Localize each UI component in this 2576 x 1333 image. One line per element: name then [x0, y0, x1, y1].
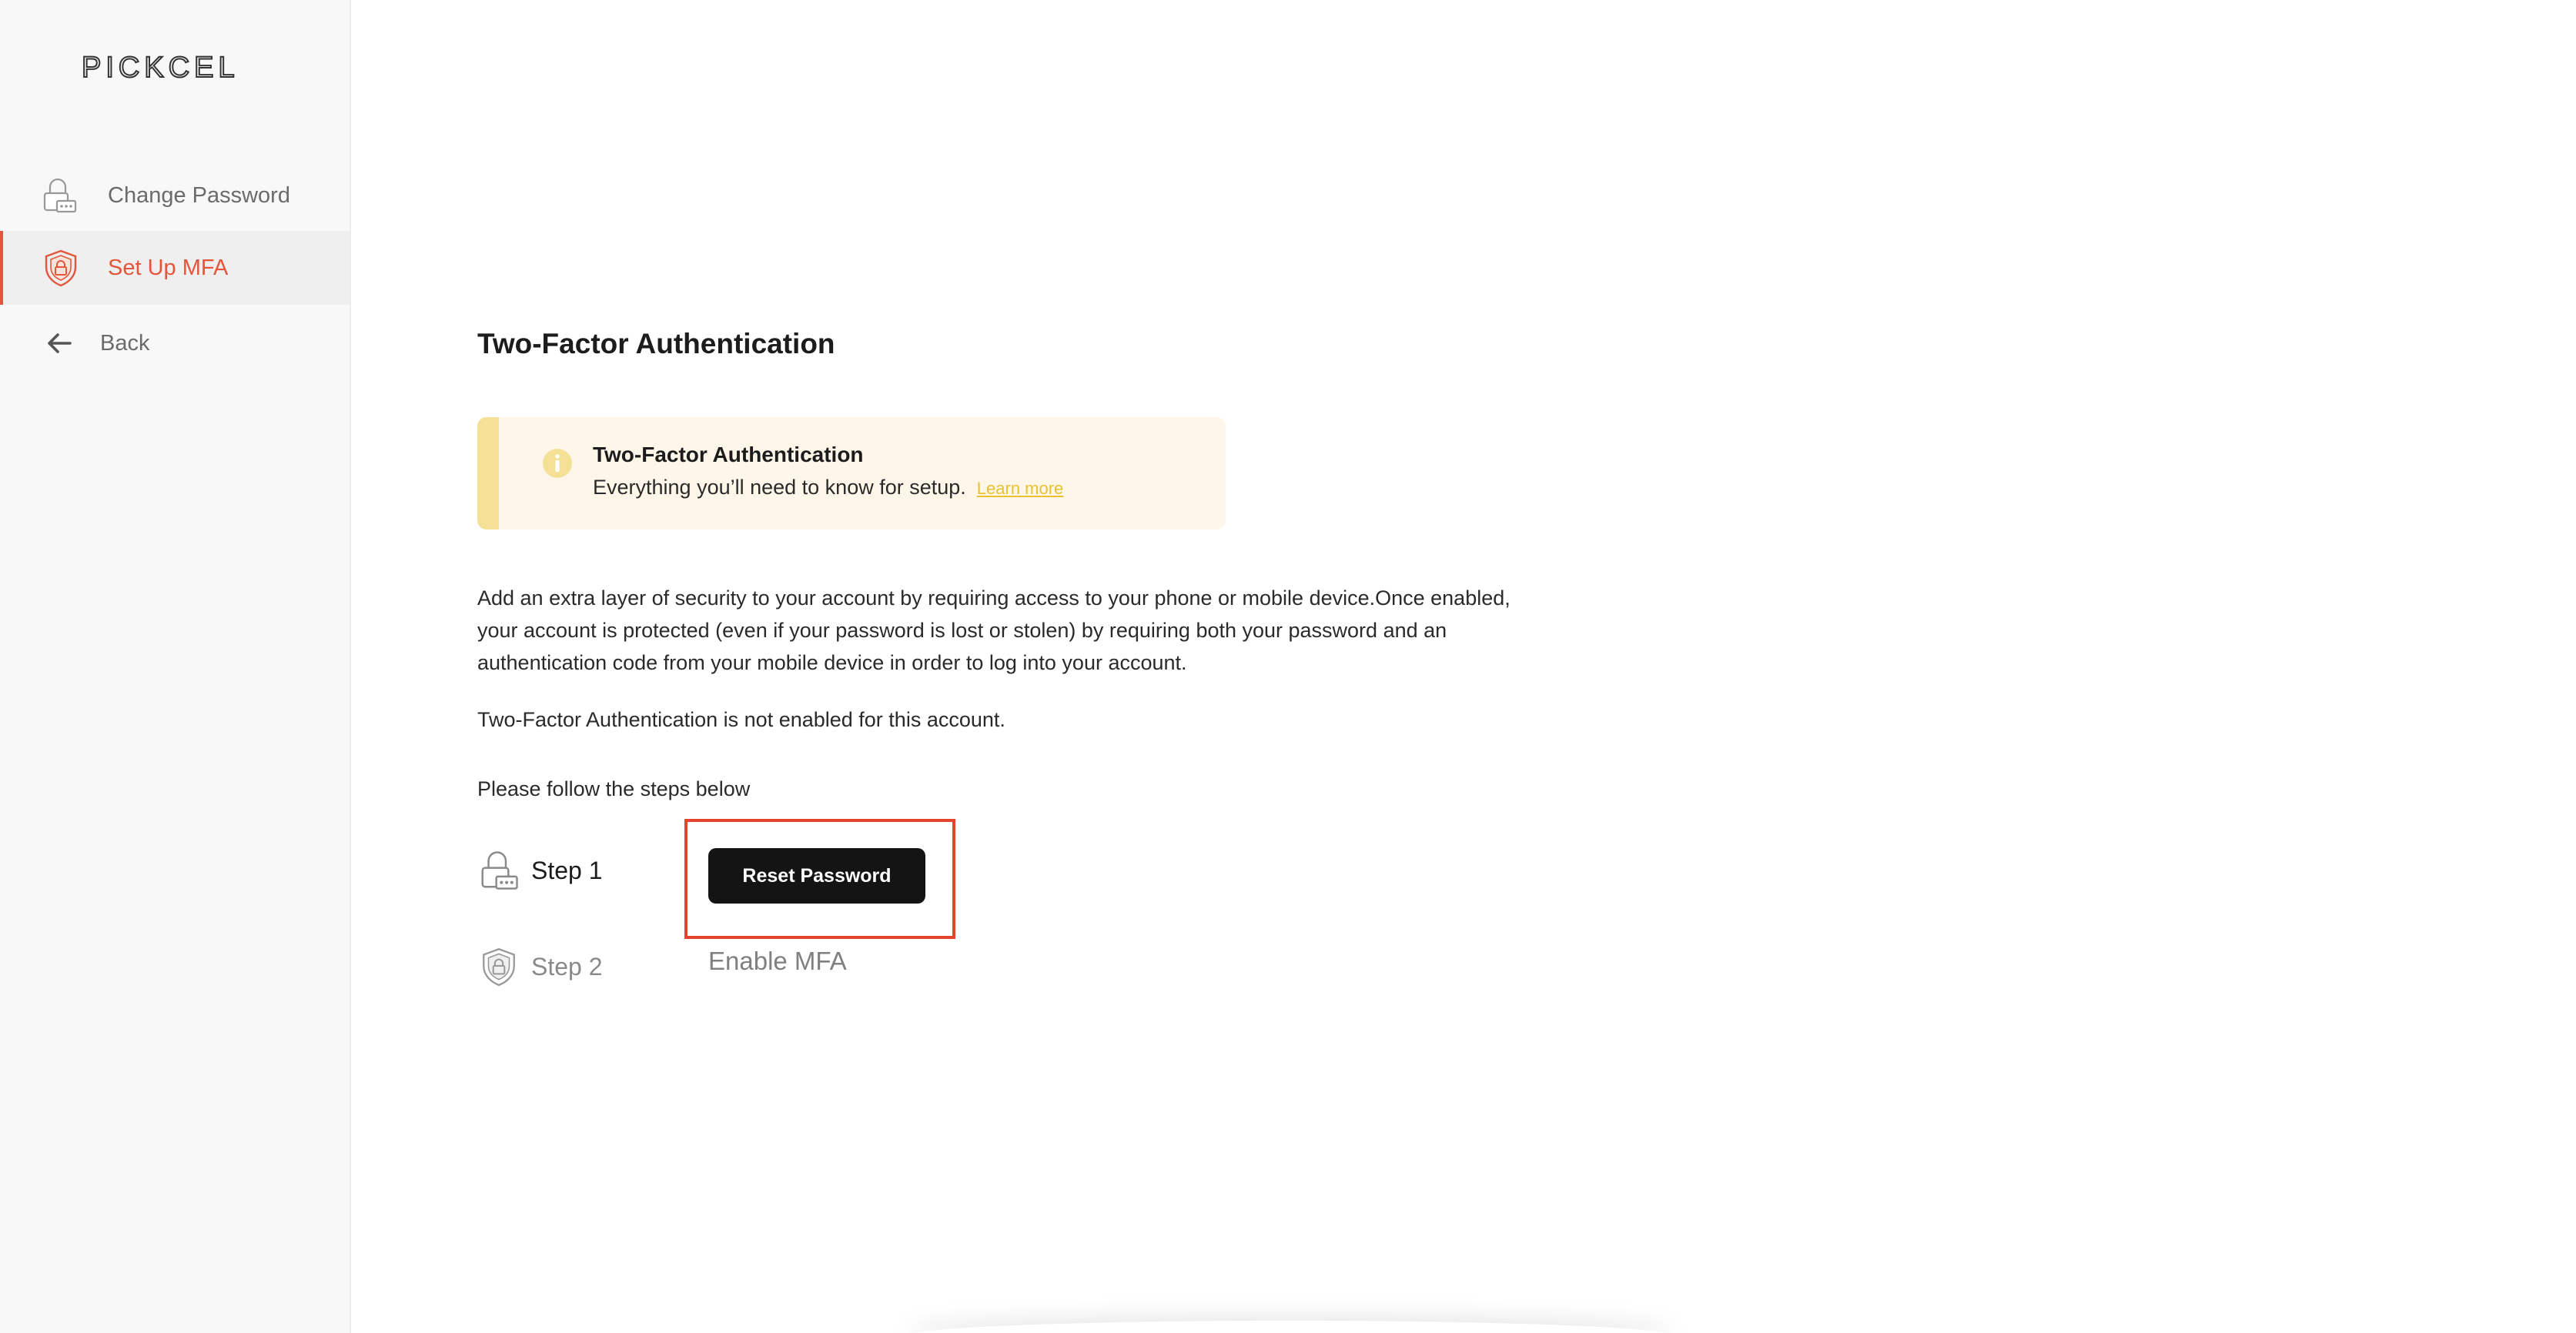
- page-title: Two-Factor Authentication: [477, 328, 835, 359]
- logo-text: PICKCEL: [82, 52, 239, 83]
- bottom-panel-shadow: [905, 1321, 1675, 1333]
- step-1: [477, 849, 603, 892]
- sidebar-item-set-up-mfa[interactable]: [0, 231, 350, 305]
- notice-accent-bar: [477, 417, 499, 530]
- lock-icon: [40, 176, 79, 215]
- shield-lock-icon: [42, 249, 80, 287]
- sidebar-item-back[interactable]: [0, 306, 350, 380]
- sidebar-item-label: Back: [100, 330, 150, 356]
- sidebar-item-change-password[interactable]: [0, 159, 350, 232]
- brand-logo: [82, 49, 266, 83]
- learn-more-link[interactable]: Learn more: [976, 479, 1064, 498]
- sidebar-item-label: Set Up MFA: [108, 255, 229, 280]
- main-content: [351, 0, 2576, 1333]
- notice-text-row: [593, 476, 1063, 499]
- step-2: [477, 945, 603, 988]
- sidebar: [0, 0, 351, 1333]
- steps-intro: Please follow the steps below: [477, 777, 751, 800]
- arrow-left-icon: [40, 324, 79, 362]
- shield-lock-icon: [477, 945, 520, 988]
- info-notice: [477, 417, 1226, 530]
- notice-text: Everything you’ll need to know for setup.: [593, 476, 966, 499]
- notice-title: Two-Factor Authentication: [593, 443, 864, 466]
- step-label: Step 2: [531, 952, 603, 981]
- mfa-description: Add an extra layer of security to your account by requiring access to your phone or mobile device.Once enabled, your account is protected (even if your password is lost or stolen) by requiring both your password and an authentication code from your mobile device in order to log into your account.: [477, 586, 1510, 674]
- info-icon: [540, 446, 574, 480]
- step-label: Step 1: [531, 856, 603, 884]
- reset-password-button[interactable]: Reset Password: [708, 848, 925, 904]
- sidebar-item-label: Change Password: [108, 182, 290, 208]
- enable-mfa-action: Enable MFA: [708, 947, 847, 975]
- mfa-status-text: Two-Factor Authentication is not enabled for this account.: [477, 708, 1005, 731]
- lock-icon: [477, 849, 520, 892]
